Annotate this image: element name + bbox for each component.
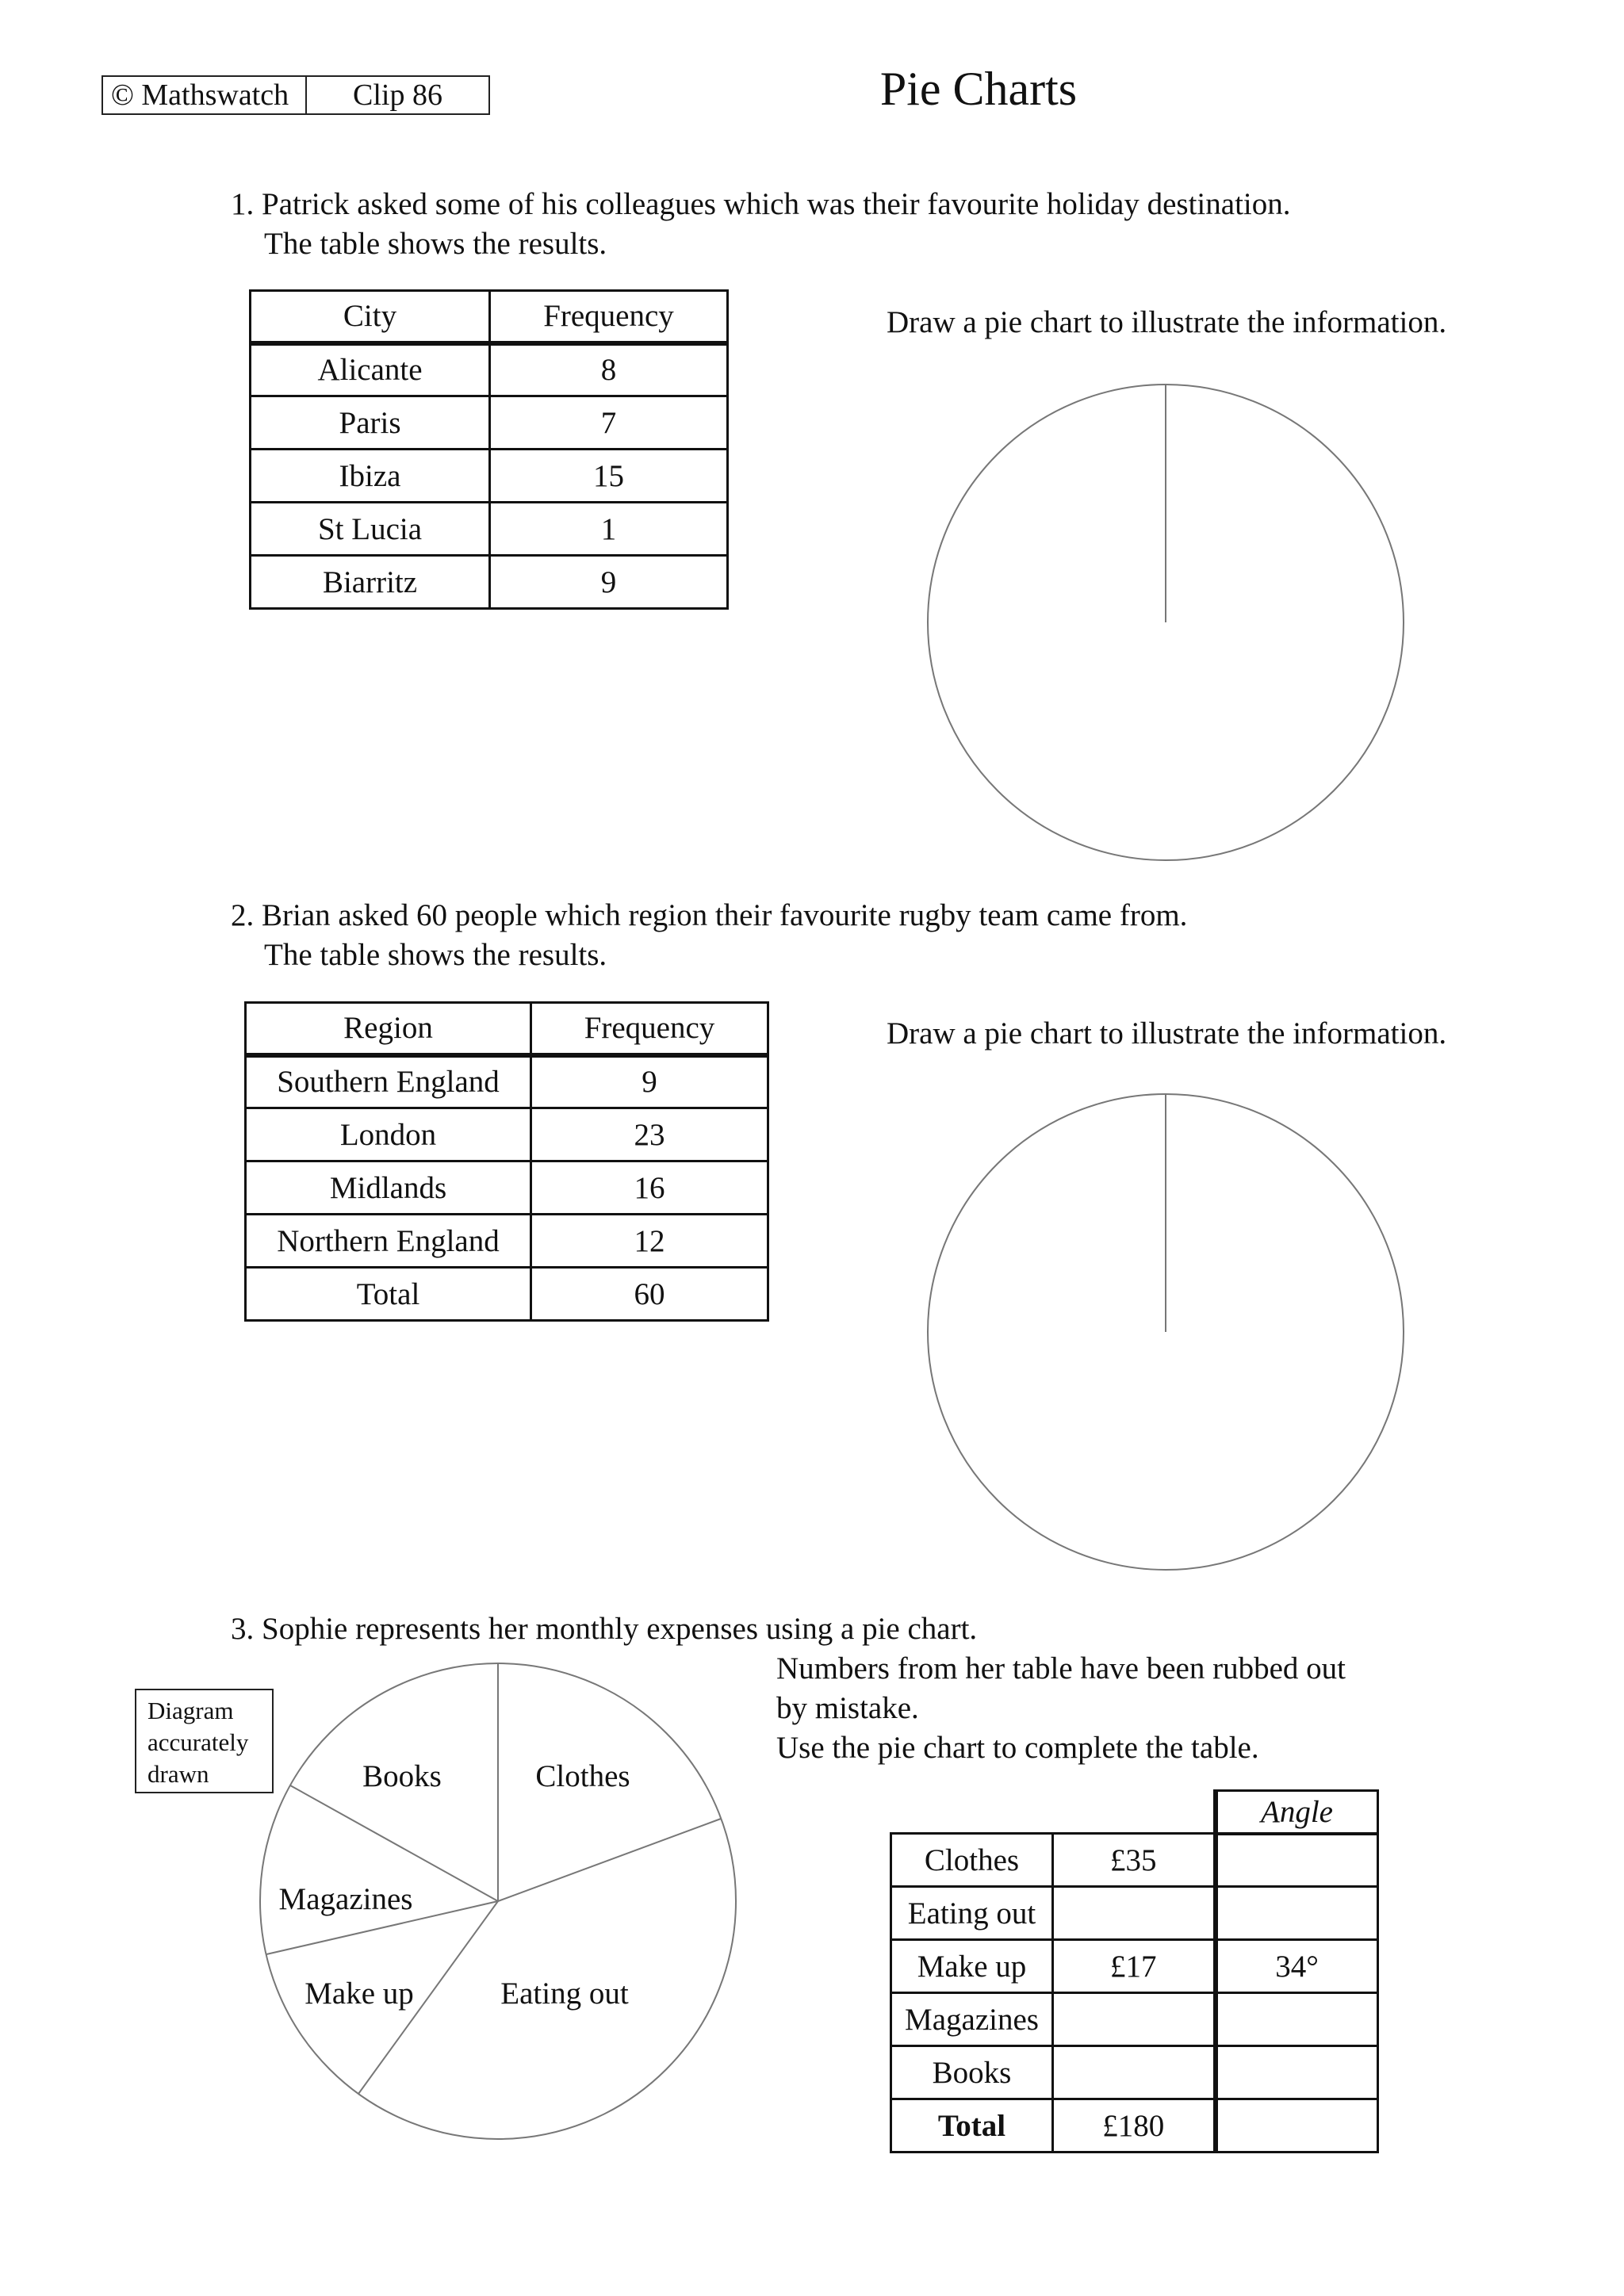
q2-line1: 2. Brian asked 60 people which region their favourite rugby team came from. bbox=[231, 898, 1188, 932]
table-cell: 1 bbox=[490, 503, 728, 556]
q3-text2: by mistake. bbox=[776, 1691, 919, 1725]
table-cell: Make up bbox=[891, 1940, 1053, 1993]
q1-blank-pie[interactable] bbox=[920, 377, 1411, 868]
q1-header-frequency: Frequency bbox=[490, 291, 728, 343]
table-cell: Biarritz bbox=[251, 556, 490, 609]
diagram-note-line: Diagram bbox=[147, 1697, 234, 1724]
q3-text3: Use the pie chart to complete the table. bbox=[776, 1731, 1259, 1765]
table-cell: £35 bbox=[1053, 1834, 1216, 1887]
q3-angle-answer-cell[interactable] bbox=[1216, 2099, 1378, 2152]
q3-amount-answer-cell[interactable] bbox=[1053, 1993, 1216, 2046]
q3-total-label: Total bbox=[891, 2099, 1053, 2152]
q3-line1: 3. Sophie represents her monthly expenses using a pie chart. bbox=[231, 1612, 978, 1646]
q1-line1: 1. Patrick asked some of his colleagues which was their favourite holiday destination. bbox=[231, 187, 1291, 221]
q3-expenses-pie bbox=[254, 1657, 745, 2149]
q2-blank-pie[interactable] bbox=[920, 1086, 1411, 1578]
pie-label-magazines: Magazines bbox=[278, 1882, 413, 1916]
q3-angle-answer-cell[interactable] bbox=[1216, 2046, 1378, 2099]
table-cell: Midlands bbox=[246, 1161, 531, 1215]
table-cell: Eating out bbox=[891, 1887, 1053, 1940]
table-cell: Northern England bbox=[246, 1215, 531, 1268]
table-cell: Magazines bbox=[891, 1993, 1053, 2046]
q3-text1: Numbers from her table have been rubbed out bbox=[776, 1651, 1346, 1686]
q3-pie-boundary-clothes-eatingout bbox=[498, 1819, 721, 1901]
table-cell: 16 bbox=[531, 1161, 768, 1215]
q1-line2: The table shows the results. bbox=[264, 227, 607, 261]
q3-table bbox=[890, 1789, 1379, 2153]
diagram-note-line: drawn bbox=[147, 1760, 209, 1788]
q1-table bbox=[249, 289, 729, 610]
pie-label-makeup: Make up bbox=[304, 1976, 414, 2011]
table-cell: £180 bbox=[1053, 2099, 1216, 2152]
page-title: Pie Charts bbox=[879, 63, 1078, 115]
q3-amount-answer-cell[interactable] bbox=[1053, 1887, 1216, 1940]
table-cell: 34° bbox=[1216, 1940, 1378, 1993]
q3-angle-answer-cell[interactable] bbox=[1216, 1834, 1378, 1887]
table-cell: Books bbox=[891, 2046, 1053, 2099]
table-cell: London bbox=[246, 1108, 531, 1161]
q2-table bbox=[244, 1001, 769, 1322]
q3-angle-answer-cell[interactable] bbox=[1216, 1887, 1378, 1940]
table-cell: 15 bbox=[490, 450, 728, 503]
table-cell: 23 bbox=[531, 1108, 768, 1161]
q2-header-region: Region bbox=[246, 1003, 531, 1055]
table-cell: St Lucia bbox=[251, 503, 490, 556]
table-cell: 60 bbox=[531, 1268, 768, 1321]
pie-label-eatingout: Eating out bbox=[500, 1976, 629, 2011]
q3-text bbox=[776, 1649, 1346, 1768]
q3-angle-answer-cell[interactable] bbox=[1216, 1993, 1378, 2046]
q1-header-city: City bbox=[251, 291, 490, 343]
table-cell: Paris bbox=[251, 396, 490, 450]
diagram-note-line: accurately bbox=[147, 1728, 249, 1756]
table-cell: 9 bbox=[531, 1055, 768, 1108]
clip-label: Clip 86 bbox=[353, 78, 442, 112]
table-cell: Ibiza bbox=[251, 450, 490, 503]
q3-header-angle: Angle bbox=[1216, 1791, 1378, 1834]
copyright-label: © Mathswatch bbox=[103, 77, 307, 113]
q2-text bbox=[231, 896, 1187, 975]
diagram-note-box bbox=[135, 1689, 274, 1793]
pie-label-books: Books bbox=[362, 1759, 442, 1793]
table-cell: 12 bbox=[531, 1215, 768, 1268]
q2-header-frequency: Frequency bbox=[531, 1003, 768, 1055]
pie-label-clothes: Clothes bbox=[535, 1759, 630, 1793]
q2-line2: The table shows the results. bbox=[264, 938, 607, 972]
table-cell: Total bbox=[246, 1268, 531, 1321]
table-cell: 8 bbox=[490, 343, 728, 396]
q2-instruction: Draw a pie chart to illustrate the information. bbox=[887, 1016, 1447, 1050]
table-cell: Clothes bbox=[891, 1834, 1053, 1887]
table-cell: Alicante bbox=[251, 343, 490, 396]
q1-text bbox=[231, 185, 1291, 264]
q3-amount-answer-cell[interactable] bbox=[1053, 2046, 1216, 2099]
table-cell: 9 bbox=[490, 556, 728, 609]
q1-instruction: Draw a pie chart to illustrate the information. bbox=[887, 305, 1447, 339]
table-cell: Southern England bbox=[246, 1055, 531, 1108]
table-cell: £17 bbox=[1053, 1940, 1216, 1993]
table-cell: 7 bbox=[490, 396, 728, 450]
